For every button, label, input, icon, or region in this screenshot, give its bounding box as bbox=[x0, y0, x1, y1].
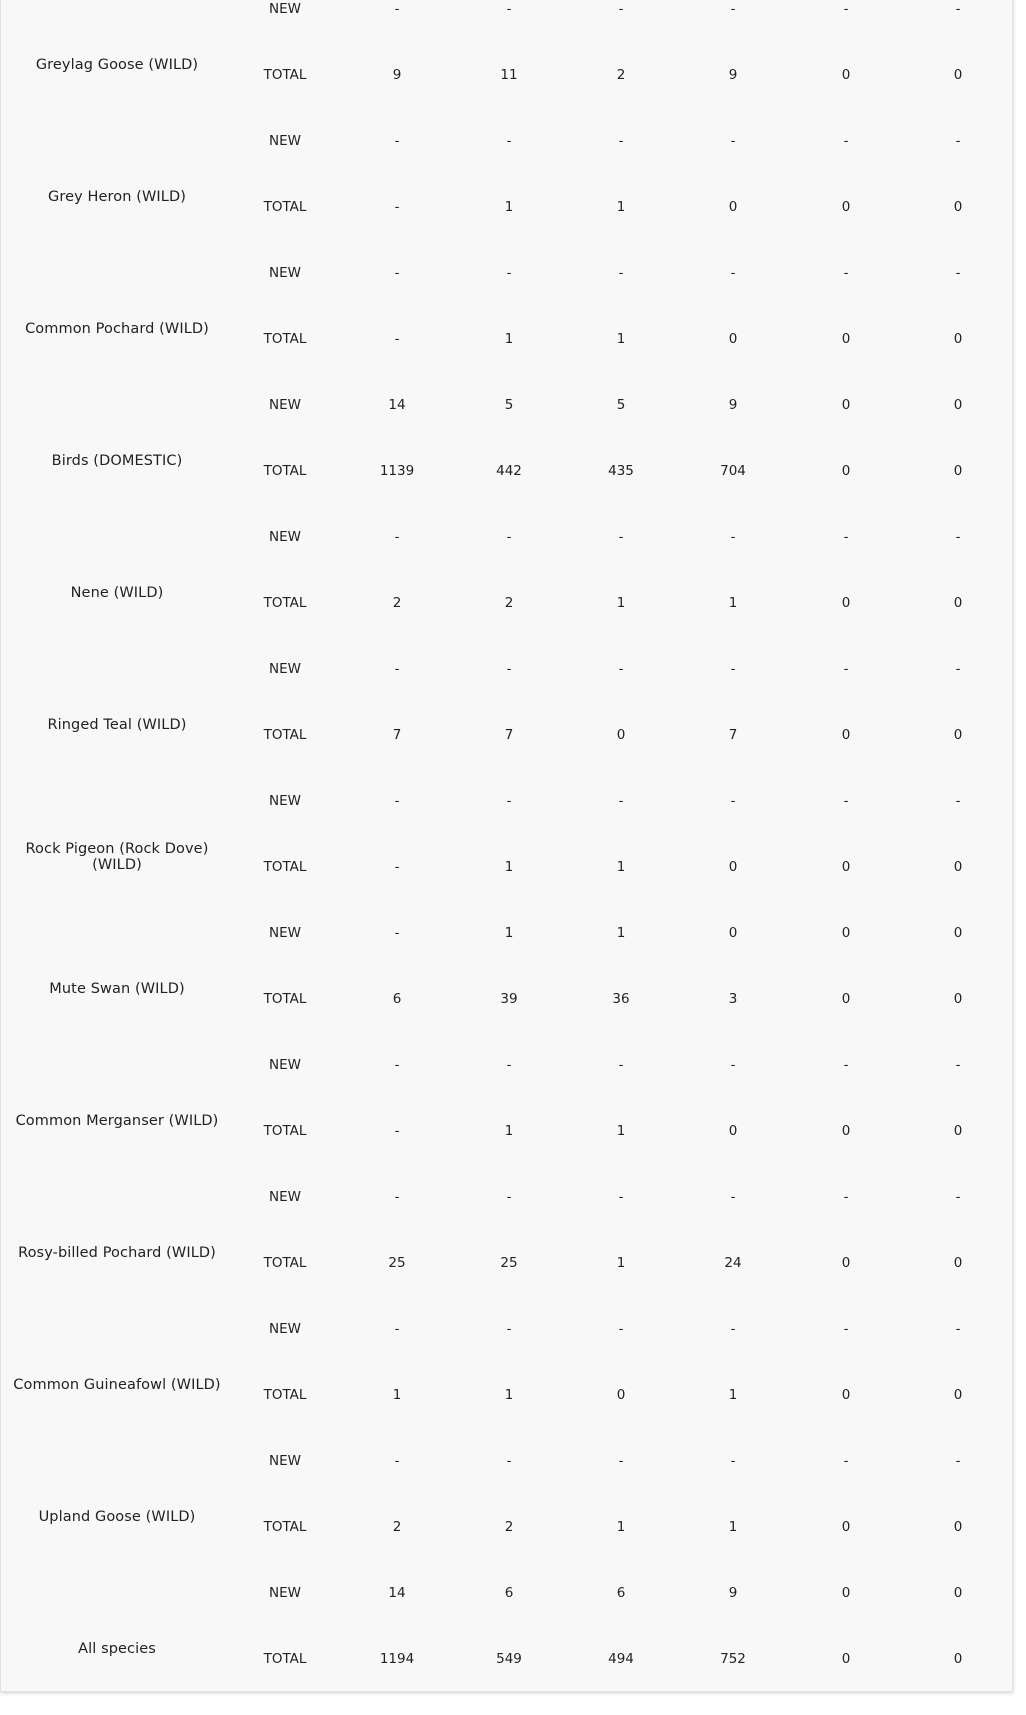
total-subrow bbox=[1, 1253, 1014, 1273]
new-value-cell: - bbox=[730, 133, 736, 149]
new-subrow bbox=[1, 791, 1014, 811]
table-row bbox=[1, 527, 1014, 659]
new-value-cell: - bbox=[955, 793, 961, 809]
new-value-cell: 0 bbox=[953, 397, 963, 413]
new-value-cell: 0 bbox=[841, 397, 851, 413]
new-label: NEW bbox=[269, 133, 301, 149]
total-subrow bbox=[1, 197, 1014, 217]
total-subrow bbox=[1, 593, 1014, 613]
total-value-cell: 494 bbox=[608, 1651, 634, 1667]
total-value-cell: 752 bbox=[720, 1651, 746, 1667]
total-value-cell: 1 bbox=[728, 1519, 738, 1535]
total-value-cell: 0 bbox=[953, 1255, 963, 1271]
table-row bbox=[1, 131, 1014, 263]
new-value-cell: - bbox=[955, 529, 961, 545]
new-value-cell: - bbox=[618, 661, 624, 677]
total-value-cell: 0 bbox=[841, 1255, 851, 1271]
total-value-cell: 1 bbox=[504, 331, 514, 347]
new-label: NEW bbox=[269, 1453, 301, 1469]
new-label: NEW bbox=[269, 265, 301, 281]
total-value-cell: - bbox=[394, 331, 400, 347]
new-value-cell: 1 bbox=[504, 925, 514, 941]
new-label: NEW bbox=[269, 793, 301, 809]
total-value-cell: 0 bbox=[841, 463, 851, 479]
new-value-cell: - bbox=[506, 1453, 512, 1469]
total-label: TOTAL bbox=[263, 463, 307, 479]
new-value-cell: - bbox=[506, 529, 512, 545]
total-value-cell: 0 bbox=[953, 1651, 963, 1667]
total-value-cell: 1 bbox=[392, 1387, 402, 1403]
new-label: NEW bbox=[269, 1, 301, 17]
total-value-cell: 549 bbox=[496, 1651, 522, 1667]
total-label: TOTAL bbox=[263, 199, 307, 215]
new-value-cell: 5 bbox=[616, 397, 626, 413]
total-value-cell: 1 bbox=[616, 595, 626, 611]
table-row bbox=[1, 923, 1014, 1055]
new-subrow bbox=[1, 131, 1014, 151]
new-subrow bbox=[1, 923, 1014, 943]
new-value-cell: - bbox=[730, 1321, 736, 1337]
new-value-cell: - bbox=[506, 793, 512, 809]
new-label: NEW bbox=[269, 1189, 301, 1205]
species-name: Common Guineafowl (WILD) bbox=[13, 1377, 221, 1393]
table-row bbox=[1, 263, 1014, 395]
total-value-cell: 7 bbox=[504, 727, 514, 743]
total-value-cell: - bbox=[394, 1123, 400, 1139]
total-value-cell: 0 bbox=[616, 727, 626, 743]
total-value-cell: 704 bbox=[720, 463, 746, 479]
new-value-cell: - bbox=[506, 1189, 512, 1205]
new-value-cell: - bbox=[955, 1453, 961, 1469]
total-value-cell: 0 bbox=[841, 859, 851, 875]
new-value-cell: - bbox=[955, 661, 961, 677]
total-value-cell: 0 bbox=[953, 199, 963, 215]
total-value-cell: 9 bbox=[728, 67, 738, 83]
total-label: TOTAL bbox=[263, 1387, 307, 1403]
new-value-cell: - bbox=[394, 1189, 400, 1205]
new-value-cell: - bbox=[394, 529, 400, 545]
total-value-cell: 1 bbox=[616, 331, 626, 347]
new-label: NEW bbox=[269, 529, 301, 545]
new-subrow bbox=[1, 1451, 1014, 1471]
table-row bbox=[1, 1583, 1014, 1715]
new-value-cell: - bbox=[730, 793, 736, 809]
new-value-cell: - bbox=[618, 265, 624, 281]
table-row bbox=[1, 1187, 1014, 1319]
total-subrow bbox=[1, 989, 1014, 1009]
new-value-cell: - bbox=[618, 133, 624, 149]
new-subrow bbox=[1, 1187, 1014, 1207]
table-row bbox=[1, 1319, 1014, 1451]
total-value-cell: - bbox=[394, 859, 400, 875]
new-value-cell: 5 bbox=[504, 397, 514, 413]
new-value-cell: - bbox=[843, 793, 849, 809]
new-subrow bbox=[1, 527, 1014, 547]
new-value-cell: - bbox=[843, 1, 849, 17]
new-value-cell: 0 bbox=[953, 1585, 963, 1601]
total-value-cell: 0 bbox=[728, 331, 738, 347]
total-label: TOTAL bbox=[263, 331, 307, 347]
total-value-cell: 1 bbox=[504, 199, 514, 215]
new-value-cell: - bbox=[730, 265, 736, 281]
total-value-cell: 2 bbox=[616, 67, 626, 83]
new-label: NEW bbox=[269, 1057, 301, 1073]
total-value-cell: 0 bbox=[841, 331, 851, 347]
species-name: Rosy-billed Pochard (WILD) bbox=[18, 1245, 216, 1261]
new-value-cell: - bbox=[843, 661, 849, 677]
new-value-cell: - bbox=[394, 1, 400, 17]
new-value-cell: - bbox=[955, 1, 961, 17]
total-value-cell: 0 bbox=[953, 1123, 963, 1139]
new-label: NEW bbox=[269, 661, 301, 677]
total-value-cell: 7 bbox=[392, 727, 402, 743]
total-value-cell: 0 bbox=[841, 1519, 851, 1535]
table-row bbox=[1, 1451, 1014, 1583]
total-subrow bbox=[1, 857, 1014, 877]
species-name: Upland Goose (WILD) bbox=[38, 1509, 196, 1525]
total-value-cell: 1 bbox=[504, 1387, 514, 1403]
new-label: NEW bbox=[269, 1585, 301, 1601]
new-value-cell: - bbox=[730, 1, 736, 17]
total-label: TOTAL bbox=[263, 1651, 307, 1667]
new-value-cell: - bbox=[394, 265, 400, 281]
new-value-cell: - bbox=[843, 1453, 849, 1469]
new-value-cell: - bbox=[955, 1321, 961, 1337]
new-value-cell: - bbox=[506, 1321, 512, 1337]
total-label: TOTAL bbox=[263, 67, 307, 83]
table-row bbox=[1, 791, 1014, 923]
new-value-cell: - bbox=[618, 793, 624, 809]
new-value-cell: - bbox=[730, 661, 736, 677]
new-value-cell: - bbox=[506, 661, 512, 677]
total-value-cell: 0 bbox=[953, 727, 963, 743]
total-value-cell: 0 bbox=[841, 1651, 851, 1667]
species-name: Common Pochard (WILD) bbox=[25, 321, 209, 337]
total-value-cell: 0 bbox=[953, 595, 963, 611]
table-row bbox=[1, 0, 1014, 131]
total-value-cell: 2 bbox=[504, 595, 514, 611]
total-subrow bbox=[1, 65, 1014, 85]
new-subrow bbox=[1, 0, 1014, 19]
total-label: TOTAL bbox=[263, 727, 307, 743]
new-value-cell: - bbox=[730, 529, 736, 545]
total-value-cell: 0 bbox=[953, 331, 963, 347]
total-value-cell: 0 bbox=[841, 727, 851, 743]
new-subrow bbox=[1, 395, 1014, 415]
new-value-cell: - bbox=[394, 1321, 400, 1337]
total-value-cell: 25 bbox=[500, 1255, 518, 1271]
new-value-cell: - bbox=[506, 265, 512, 281]
total-subrow bbox=[1, 461, 1014, 481]
total-subrow bbox=[1, 725, 1014, 745]
total-label: TOTAL bbox=[263, 1519, 307, 1535]
total-value-cell: 442 bbox=[496, 463, 522, 479]
species-name: All species bbox=[78, 1641, 156, 1657]
total-value-cell: 0 bbox=[841, 595, 851, 611]
new-value-cell: - bbox=[618, 1321, 624, 1337]
species-name: Greylag Goose (WILD) bbox=[35, 57, 199, 73]
total-value-cell: 1194 bbox=[379, 1651, 415, 1667]
total-label: TOTAL bbox=[263, 859, 307, 875]
total-subrow bbox=[1, 1649, 1014, 1669]
new-value-cell: 14 bbox=[388, 397, 406, 413]
new-value-cell: - bbox=[955, 1189, 961, 1205]
species-name: Nene (WILD) bbox=[70, 585, 164, 601]
new-value-cell: - bbox=[394, 793, 400, 809]
new-value-cell: 9 bbox=[728, 397, 738, 413]
total-value-cell: 1 bbox=[616, 1255, 626, 1271]
total-value-cell: 2 bbox=[392, 1519, 402, 1535]
table-row bbox=[1, 395, 1014, 527]
new-value-cell: - bbox=[730, 1057, 736, 1073]
new-value-cell: - bbox=[843, 1057, 849, 1073]
total-value-cell: 1 bbox=[504, 1123, 514, 1139]
new-value-cell: 6 bbox=[616, 1585, 626, 1601]
total-value-cell: 0 bbox=[953, 1519, 963, 1535]
total-value-cell: 2 bbox=[392, 595, 402, 611]
new-value-cell: - bbox=[843, 1189, 849, 1205]
total-subrow bbox=[1, 1517, 1014, 1537]
table-row bbox=[1, 1055, 1014, 1187]
total-label: TOTAL bbox=[263, 991, 307, 1007]
total-value-cell: 0 bbox=[841, 991, 851, 1007]
total-value-cell: 11 bbox=[500, 67, 518, 83]
new-value-cell: - bbox=[730, 1189, 736, 1205]
new-subrow bbox=[1, 659, 1014, 679]
new-value-cell: - bbox=[394, 1453, 400, 1469]
total-value-cell: 1 bbox=[616, 1519, 626, 1535]
total-value-cell: 1139 bbox=[379, 463, 415, 479]
new-value-cell: - bbox=[843, 265, 849, 281]
total-label: TOTAL bbox=[263, 595, 307, 611]
total-value-cell: 0 bbox=[841, 1123, 851, 1139]
new-value-cell: - bbox=[506, 1057, 512, 1073]
table-row bbox=[1, 659, 1014, 791]
total-value-cell: 7 bbox=[728, 727, 738, 743]
total-value-cell: 1 bbox=[616, 1123, 626, 1139]
total-value-cell: 1 bbox=[728, 1387, 738, 1403]
total-value-cell: 0 bbox=[953, 67, 963, 83]
new-value-cell: - bbox=[394, 1057, 400, 1073]
new-value-cell: - bbox=[506, 1, 512, 17]
new-value-cell: 0 bbox=[728, 925, 738, 941]
new-subrow bbox=[1, 1319, 1014, 1339]
species-name: Ringed Teal (WILD) bbox=[47, 717, 187, 733]
total-value-cell: 0 bbox=[953, 463, 963, 479]
new-value-cell: - bbox=[843, 1321, 849, 1337]
total-value-cell: 0 bbox=[953, 859, 963, 875]
total-value-cell: 0 bbox=[841, 199, 851, 215]
total-value-cell: 0 bbox=[953, 991, 963, 1007]
new-label: NEW bbox=[269, 1321, 301, 1337]
total-subrow bbox=[1, 1385, 1014, 1405]
total-value-cell: 1 bbox=[728, 595, 738, 611]
total-value-cell: 0 bbox=[841, 67, 851, 83]
species-name: Grey Heron (WILD) bbox=[48, 189, 186, 205]
species-name: Common Merganser (WILD) bbox=[15, 1113, 219, 1129]
total-subrow bbox=[1, 1121, 1014, 1141]
new-value-cell: - bbox=[618, 1189, 624, 1205]
new-value-cell: - bbox=[955, 1057, 961, 1073]
new-value-cell: - bbox=[730, 1453, 736, 1469]
total-value-cell: 25 bbox=[388, 1255, 406, 1271]
total-value-cell: 0 bbox=[616, 1387, 626, 1403]
new-value-cell: 9 bbox=[728, 1585, 738, 1601]
total-value-cell: 1 bbox=[616, 199, 626, 215]
total-value-cell: 0 bbox=[728, 199, 738, 215]
new-value-cell: 1 bbox=[616, 925, 626, 941]
new-value-cell: 0 bbox=[841, 1585, 851, 1601]
new-value-cell: - bbox=[843, 133, 849, 149]
new-value-cell: 14 bbox=[388, 1585, 406, 1601]
total-value-cell: 2 bbox=[504, 1519, 514, 1535]
total-value-cell: 24 bbox=[724, 1255, 742, 1271]
total-subrow bbox=[1, 329, 1014, 349]
new-label: NEW bbox=[269, 925, 301, 941]
total-value-cell: 435 bbox=[608, 463, 634, 479]
new-subrow bbox=[1, 263, 1014, 283]
total-label: TOTAL bbox=[263, 1255, 307, 1271]
total-value-cell: 0 bbox=[728, 1123, 738, 1139]
new-value-cell: - bbox=[394, 133, 400, 149]
new-value-cell: - bbox=[618, 1, 624, 17]
total-value-cell: 0 bbox=[953, 1387, 963, 1403]
new-value-cell: 0 bbox=[841, 925, 851, 941]
new-value-cell: 6 bbox=[504, 1585, 514, 1601]
total-value-cell: 6 bbox=[392, 991, 402, 1007]
new-value-cell: - bbox=[618, 1453, 624, 1469]
new-value-cell: - bbox=[955, 133, 961, 149]
species-name: Birds (DOMESTIC) bbox=[51, 453, 183, 469]
total-value-cell: 3 bbox=[728, 991, 738, 1007]
new-subrow bbox=[1, 1583, 1014, 1603]
total-value-cell: 1 bbox=[616, 859, 626, 875]
total-label: TOTAL bbox=[263, 1123, 307, 1139]
new-value-cell: - bbox=[394, 661, 400, 677]
new-value-cell: - bbox=[506, 133, 512, 149]
new-value-cell: - bbox=[843, 529, 849, 545]
new-value-cell: - bbox=[618, 1057, 624, 1073]
total-value-cell: 36 bbox=[612, 991, 630, 1007]
species-name: Rock Pigeon (Rock Dove) (WILD) bbox=[25, 841, 209, 873]
new-value-cell: - bbox=[618, 529, 624, 545]
total-value-cell: 1 bbox=[504, 859, 514, 875]
species-name: Mute Swan (WILD) bbox=[49, 981, 185, 997]
total-value-cell: 39 bbox=[500, 991, 518, 1007]
new-value-cell: 0 bbox=[953, 925, 963, 941]
total-value-cell: 9 bbox=[392, 67, 402, 83]
total-value-cell: - bbox=[394, 199, 400, 215]
new-subrow bbox=[1, 1055, 1014, 1075]
new-label: NEW bbox=[269, 397, 301, 413]
total-value-cell: 0 bbox=[841, 1387, 851, 1403]
total-value-cell: 0 bbox=[728, 859, 738, 875]
new-value-cell: - bbox=[955, 265, 961, 281]
new-value-cell: - bbox=[394, 925, 400, 941]
